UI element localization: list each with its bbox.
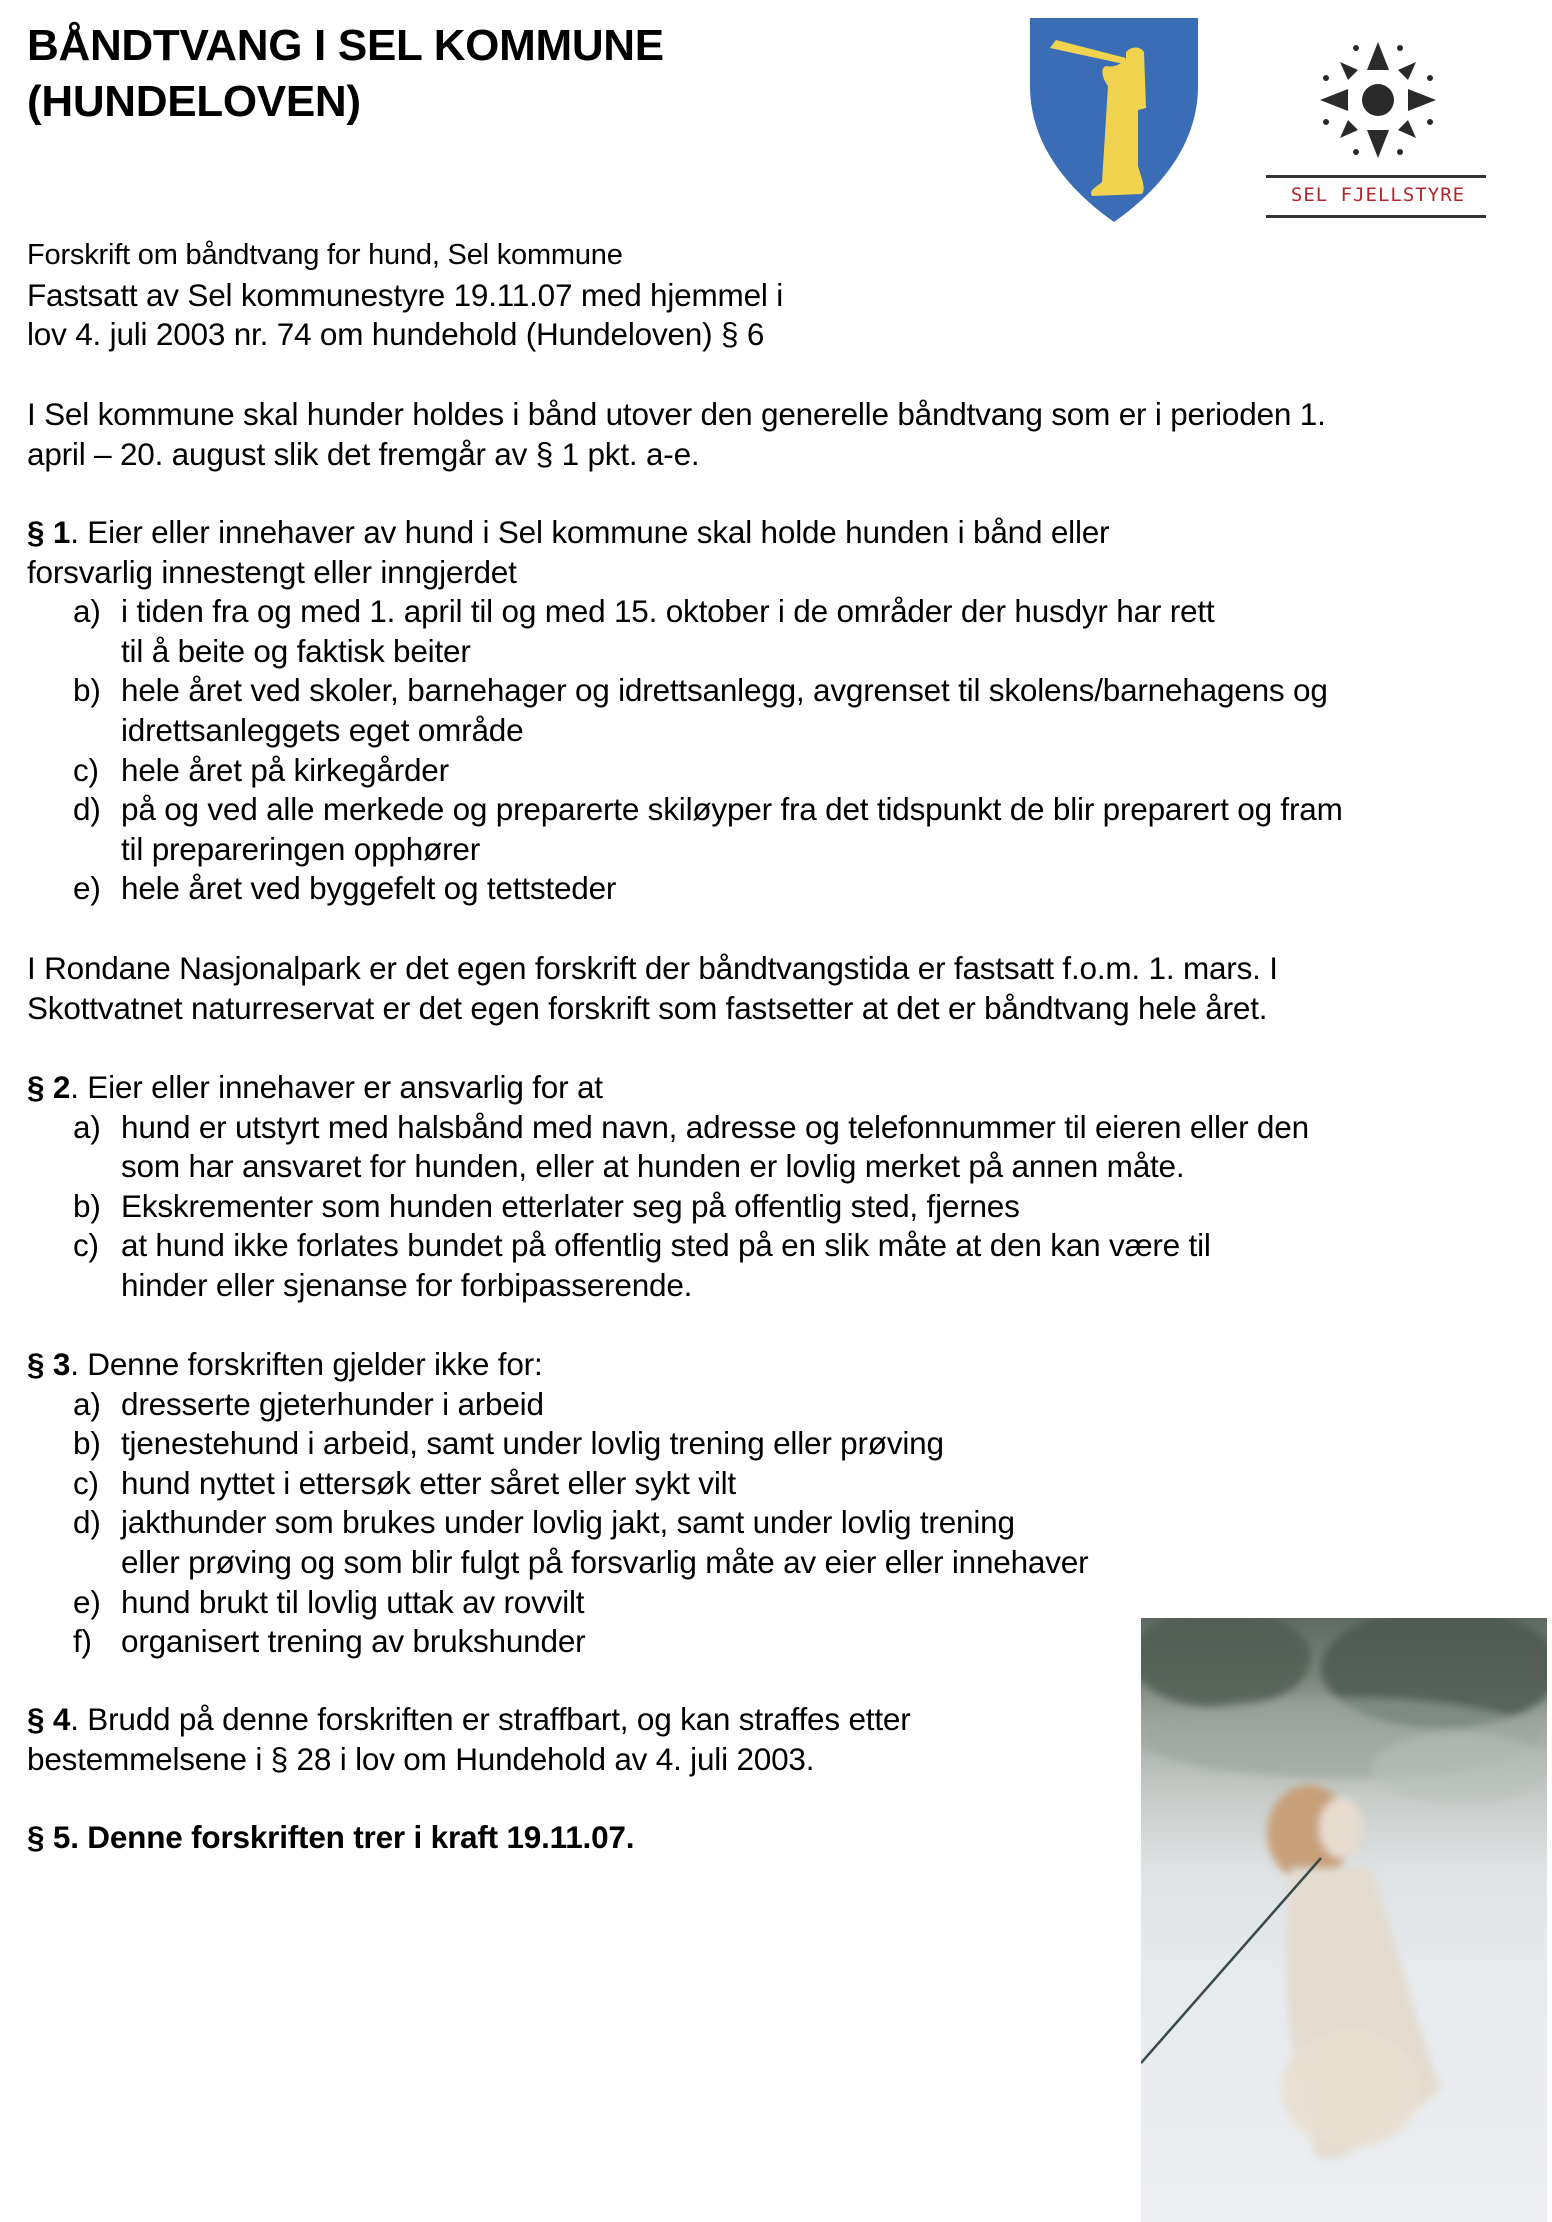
list-item-text: at hund ikke forlates bundet på offentlig sted på en slik måte at den kan være til [121, 1227, 1211, 1264]
section-text: forsvarlig innestengt eller inngjerdet [27, 553, 517, 590]
list-item-text: hele året ved skoler, barnehager og idrettsanlegg, avgrenset til skolens/barnehagens og [121, 672, 1328, 709]
preamble-line: I Sel kommune skal hunder holdes i bånd utover den generelle båndtvang som er i perioden 1. [27, 396, 1326, 432]
list-item-text: i tiden fra og med 1. april til og med 15. oktober i de områder der husdyr har rett [121, 593, 1215, 630]
sel-fjellstyre-logo [1262, 38, 1502, 234]
section-text: . Eier eller innehaver av hund i Sel kommune skal holde hunden i bånd eller [70, 514, 1110, 550]
list-item-text: eller prøving og som blir fulgt på forsvarlig måte av eier eller innehaver [121, 1543, 1089, 1580]
list-item-text: hund nyttet i ettersøk etter såret eller sykt vilt [121, 1464, 736, 1501]
list-marker: a) [73, 593, 101, 630]
list-marker: e) [73, 1583, 101, 1620]
section-1-list [27, 592, 1343, 909]
list-marker: b) [73, 672, 101, 709]
list-item [27, 790, 1343, 869]
title-line: (HUNDELOVEN) [27, 77, 361, 126]
rondane-line: Skottvatnet naturreservat er det egen forskrift som fastsetter at det er båndtvang hele året. [27, 989, 1268, 1026]
list-item-text: på og ved alle merkede og preparerte skiløyper fra det tidspunkt de blir preparert og fram [121, 791, 1343, 828]
list-item [27, 1503, 1088, 1582]
list-marker: b) [73, 1425, 101, 1462]
compass-star-icon [1262, 38, 1494, 168]
list-marker: c) [73, 751, 99, 788]
list-item [27, 671, 1343, 750]
list-item-text: hund er utstyrt med halsbånd med navn, adresse og telefonnummer til eieren eller den [121, 1108, 1309, 1145]
list-item-text: jakthunder som brukes under lovlig jakt, samt under lovlig trening [121, 1504, 1015, 1541]
list-item [27, 1464, 1088, 1504]
intro-line: Fastsatt av Sel kommunestyre 19.11.07 med hjemmel i [27, 276, 784, 313]
section-label: § 1 [27, 514, 71, 550]
list-item [27, 1385, 1088, 1425]
list-marker: c) [73, 1464, 99, 1501]
section-label: § 4 [27, 1701, 71, 1737]
document-title [27, 18, 664, 130]
list-item-text: organisert trening av brukshunder [121, 1623, 586, 1660]
list-marker: d) [73, 1504, 101, 1541]
list-item [27, 1424, 1088, 1464]
list-marker: d) [73, 791, 101, 828]
dog-on-leash-in-snow-photo [1141, 1618, 1547, 2222]
preamble-paragraph [27, 395, 1326, 474]
logo-divider [1266, 215, 1486, 218]
list-marker: b) [73, 1187, 101, 1224]
rondane-line: I Rondane Nasjonalpark er det egen forskrift der båndtvangstida er fastsatt f.o.m. 1. mars. I [27, 950, 1278, 986]
section-label: § 2 [27, 1069, 71, 1105]
list-item-text: Ekskrementer som hunden etterlater seg på offentlig sted, fjernes [121, 1187, 1020, 1224]
list-item [27, 1622, 1088, 1662]
section-2-list [27, 1108, 1309, 1306]
section-text: . Eier eller innehaver er ansvarlig for at [70, 1069, 603, 1105]
list-marker: e) [73, 870, 101, 907]
list-marker: a) [73, 1385, 101, 1422]
list-item [27, 869, 1343, 909]
list-item-text: til å beite og faktisk beiter [121, 632, 471, 669]
section-3 [27, 1345, 1088, 1662]
title-line: BÅNDTVANG I SEL KOMMUNE [27, 21, 664, 70]
list-item-text: tjenestehund i arbeid, samt under lovlig trening eller prøving [121, 1425, 944, 1462]
list-item [27, 751, 1343, 791]
list-marker: a) [73, 1108, 101, 1145]
section-heading [27, 1700, 911, 1740]
coat-of-arms-shield-icon [1028, 16, 1200, 224]
list-item-text: hele året på kirkegårder [121, 751, 449, 788]
list-marker: c) [73, 1227, 99, 1264]
list-item-text: til prepareringen opphører [121, 830, 481, 867]
section-2 [27, 1068, 1309, 1306]
rondane-paragraph [27, 949, 1278, 1028]
list-item [27, 592, 1343, 671]
section-text: . Brudd på denne forskriften er straffbart, og kan straffes etter [70, 1701, 911, 1737]
list-item-text: hele året ved byggefelt og tettsteder [121, 870, 617, 907]
logo-divider [1266, 175, 1486, 178]
section-label: § 3 [27, 1346, 71, 1382]
section-text: bestemmelsene i § 28 i lov om Hundehold av 4. juli 2003. [27, 1740, 815, 1777]
section-heading [27, 513, 1343, 553]
list-item-text: hinder eller sjenanse for forbipasserende. [121, 1266, 693, 1303]
section-5 [27, 1818, 634, 1858]
section-3-list [27, 1385, 1088, 1662]
intro-block [27, 236, 783, 355]
list-item-text: idrettsanleggets eget område [121, 711, 524, 748]
list-item-text: som har ansvaret for hunden, eller at hunden er lovlig merket på annen måte. [121, 1148, 1185, 1185]
fjellstyre-label: SEL FJELLSTYRE [1290, 184, 1466, 206]
preamble-line: april – 20. august slik det fremgår av § 1 pkt. a-e. [27, 435, 700, 472]
list-item-text: hund brukt til lovlig uttak av rovvilt [121, 1583, 585, 1620]
list-item [27, 1226, 1309, 1305]
list-item-text: dresserte gjeterhunder i arbeid [121, 1385, 544, 1422]
section-text: . Denne forskriften gjelder ikke for: [70, 1346, 543, 1382]
list-item [27, 1187, 1309, 1227]
section-1 [27, 513, 1343, 909]
intro-line: lov 4. juli 2003 nr. 74 om hundehold (Hundeloven) § 6 [27, 316, 765, 353]
list-item [27, 1583, 1088, 1623]
section-text: § 5. Denne forskriften trer i kraft 19.11.07. [27, 1819, 635, 1855]
section-heading [27, 1345, 1088, 1385]
list-marker: f) [73, 1623, 92, 1660]
section-heading [27, 1068, 1309, 1108]
intro-line: Forskrift om båndtvang for hund, Sel kommune [27, 239, 623, 271]
list-item [27, 1108, 1309, 1187]
section-4 [27, 1700, 911, 1779]
